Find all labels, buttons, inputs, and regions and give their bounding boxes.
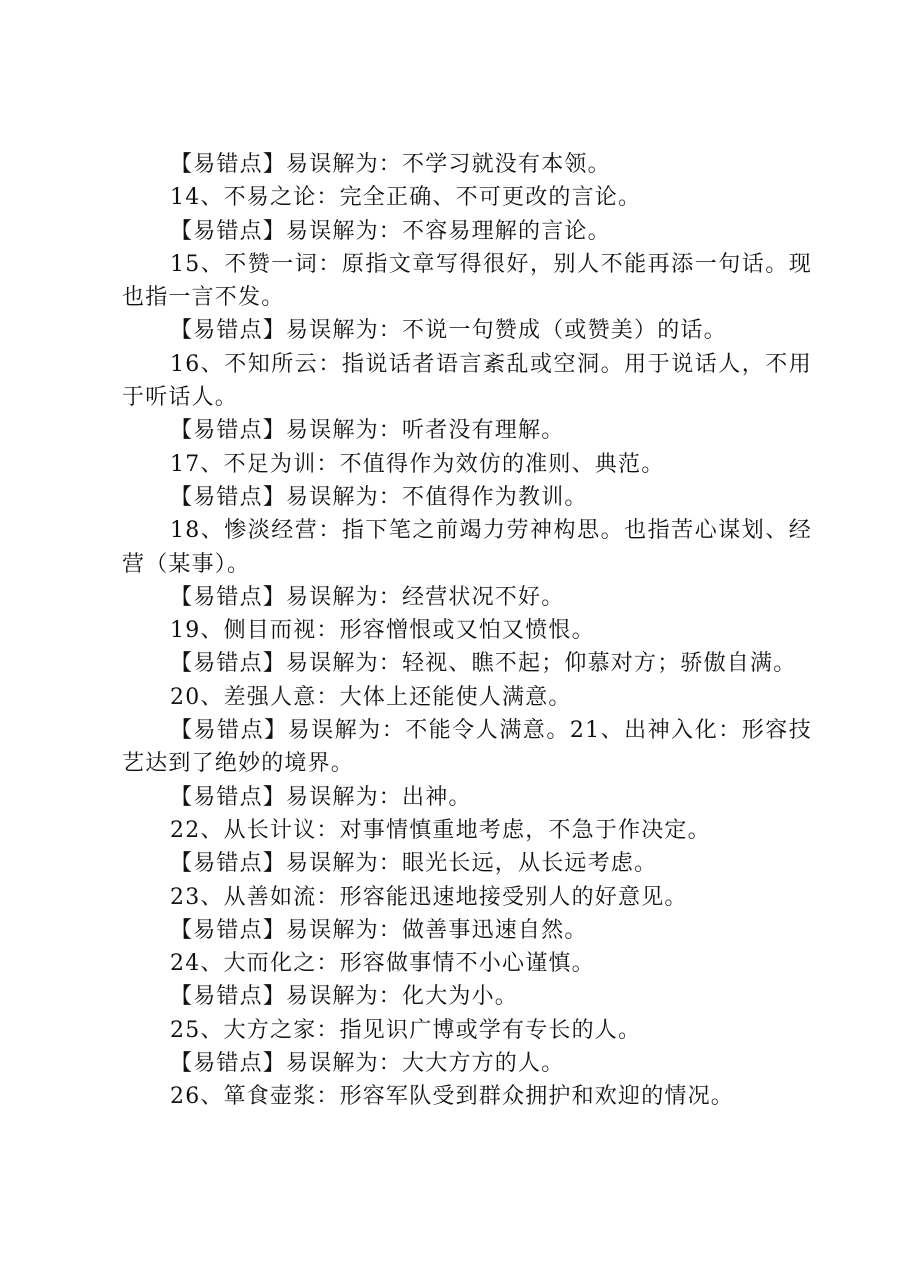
paragraph: 15、不赞一词：原指文章写得很好，别人不能再添一句话。现也指一言不发。 bbox=[122, 251, 812, 311]
paragraph: 【易错点】易误解为：出神。 bbox=[170, 784, 472, 810]
paragraph: 14、不易之论：完全正确、不可更改的言论。 bbox=[170, 185, 642, 211]
paragraph: 【易错点】易误解为：化大为小。 bbox=[170, 984, 519, 1010]
paragraph: 【易错点】易误解为：不容易理解的言论。 bbox=[170, 218, 611, 244]
paragraph: 【易错点】易误解为：大大方方的人。 bbox=[170, 1051, 565, 1077]
paragraph: 【易错点】易误解为：不说一句赞成（或赞美）的话。 bbox=[170, 318, 727, 344]
paragraph: 26、箪食壶浆：形容军队受到群众拥护和欢迎的情况。 bbox=[170, 1084, 734, 1110]
paragraph: 【易错点】易误解为：不学习就没有本领。 bbox=[170, 152, 611, 177]
paragraph: 20、差强人意：大体上还能使人满意。 bbox=[170, 684, 572, 710]
paragraph: 25、大方之家：指见识广博或学有专长的人。 bbox=[170, 1017, 642, 1043]
paragraph: 【易错点】易误解为：轻视、瞧不起；仰慕对方；骄傲自满。 bbox=[170, 651, 797, 677]
paragraph: 【易错点】易误解为：做善事迅速自然。 bbox=[170, 917, 588, 943]
document-body bbox=[122, 148, 812, 1114]
paragraph: 【易错点】易误解为：眼光长远，从长远考虑。 bbox=[170, 851, 658, 877]
paragraph: 17、不足为训：不值得作为效仿的准则、典范。 bbox=[170, 451, 665, 477]
paragraph: 【易错点】易误解为：听者没有理解。 bbox=[170, 418, 565, 444]
paragraph: 23、从善如流：形容能迅速地接受别人的好意见。 bbox=[170, 884, 688, 910]
paragraph: 【易错点】易误解为：不能令人满意。21、出神入化：形容技艺达到了绝妙的境界。 bbox=[122, 718, 812, 777]
paragraph: 【易错点】易误解为：经营状况不好。 bbox=[170, 584, 565, 610]
paragraph: 22、从长计议：对事情慎重地考虑，不急于作决定。 bbox=[170, 817, 711, 843]
paragraph: 16、不知所云：指说话者语言紊乱或空洞。用于说话人，不用于听话人。 bbox=[122, 351, 812, 411]
paragraph: 【易错点】易误解为：不值得作为教训。 bbox=[170, 484, 588, 510]
paragraph: 19、侧目而视：形容憎恨或又怕又愤恨。 bbox=[170, 618, 595, 644]
paragraph: 24、大而化之：形容做事情不小心谨慎。 bbox=[170, 951, 595, 977]
paragraph: 18、惨淡经营：指下笔之前竭力劳神构思。也指苦心谋划、经营（某事）。 bbox=[122, 518, 812, 577]
